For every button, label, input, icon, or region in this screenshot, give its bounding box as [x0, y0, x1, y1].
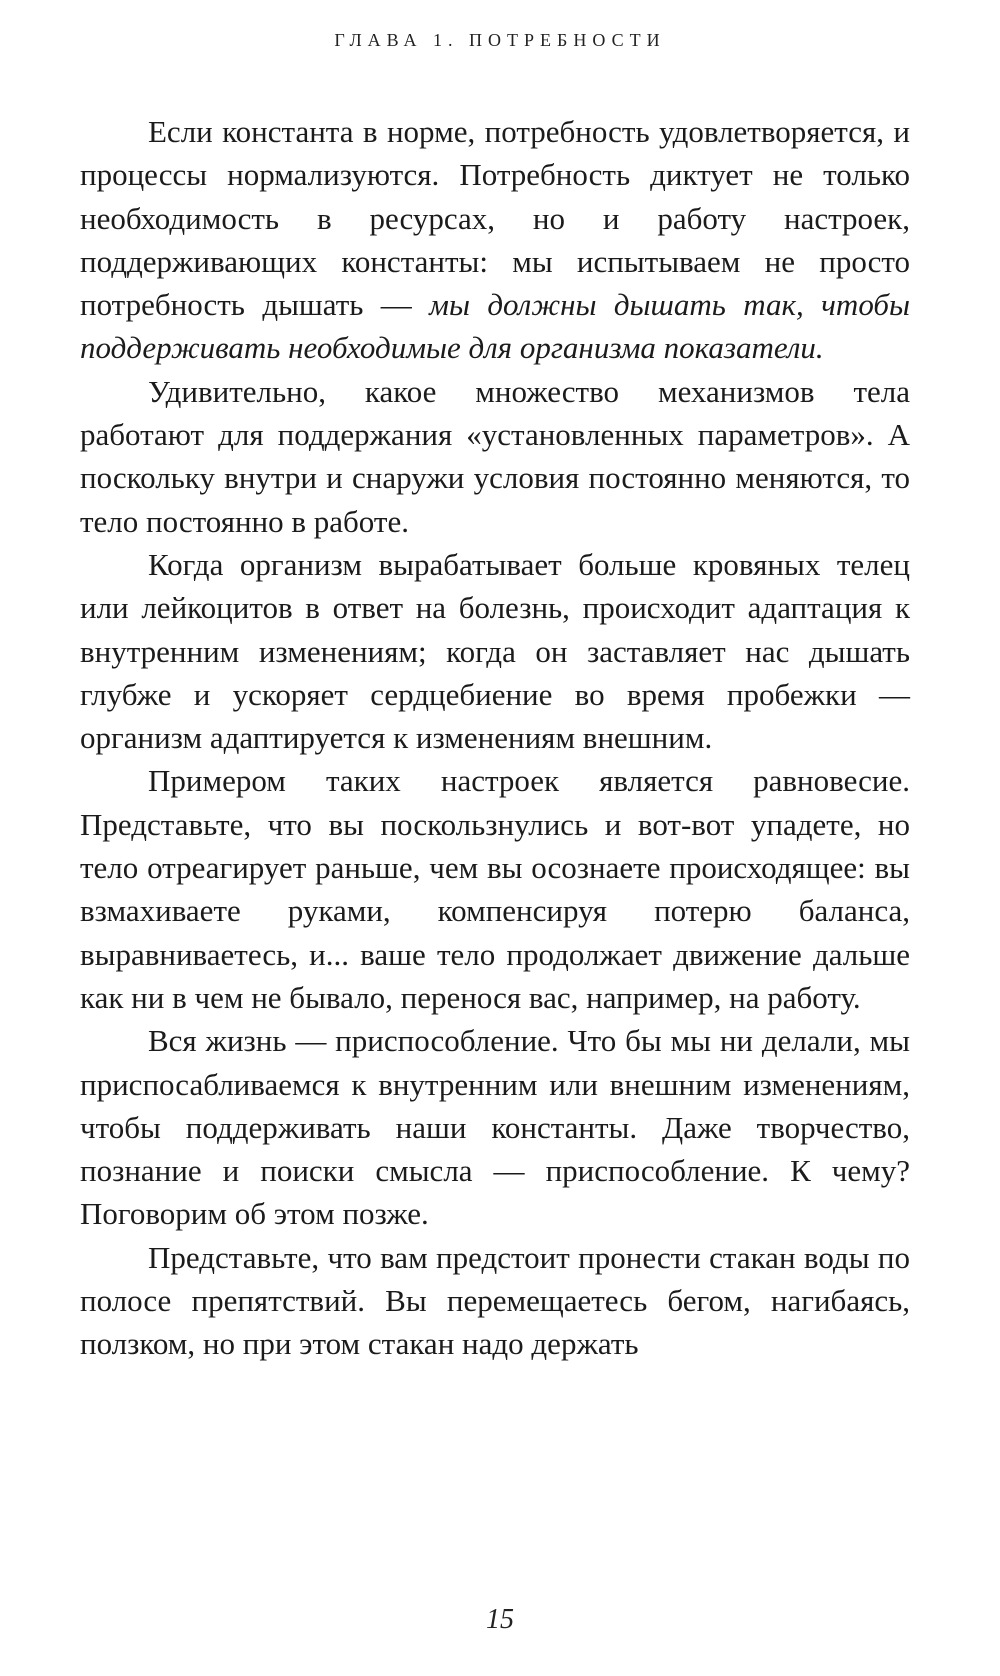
paragraph-4: Примером таких настроек является равновесие. Представьте, что вы поскользнулись и вот-вот упадете, но тело отреагирует раньше, чем вы осознаете происходящее: вы взмахиваете руками, компенсируя потерю баланса, выравниваетесь, и... ваше тело продолжает движение дальше как ни в чем не бывало, перенося вас, например, на работу. — [80, 763, 910, 1015]
paragraph-2: Удивительно, какое множество механизмов тела работают для поддержания «установленных параметров». А поскольку внутри и снаружи условия постоянно меняются, то тело постоянно в работе. — [80, 373, 910, 539]
page-number: 15 — [486, 1604, 514, 1635]
paragraph-1 — [80, 110, 910, 370]
paragraph-1-text: Если константа в норме, потребность удовлетворяется, и процессы нормализуются. Потребность диктует не только необходимость в ресурсах, но и работу настроек, поддерживающих константы: мы испытываем не просто потребность дышать — — [80, 114, 910, 323]
running-header: ГЛАВА 1. ПОТРЕБНОСТИ — [334, 30, 666, 50]
paragraph-1-italic-text: мы должны дышать так, чтобы поддерживать необходимые для организма показатели. — [80, 287, 911, 366]
body-text — [80, 110, 910, 1366]
paragraph-6: Представьте, что вам предстоит пронести стакан воды по полосе препятствий. Вы перемещаетесь бегом, нагибаясь, ползком, но при этом стакан надо держать — [80, 1239, 910, 1362]
paragraph-3: Когда организм вырабатывает больше кровяных телец или лейкоцитов в ответ на болезнь, происходит адаптация к внутренним изменениям; когда он заставляет нас дышать глубже и ускоряет сердцебиение во время пробежки — организм адаптируется к изменениям внешним. — [80, 546, 910, 756]
paragraph-5: Вся жизнь — приспособление. Что бы мы ни делали, мы приспосабливаемся к внутренним или внешним изменениям, чтобы поддерживать наши константы. Даже творчество, познание и поиски смысла — приспособление. К чему? Поговорим об этом позже. — [80, 1023, 910, 1232]
